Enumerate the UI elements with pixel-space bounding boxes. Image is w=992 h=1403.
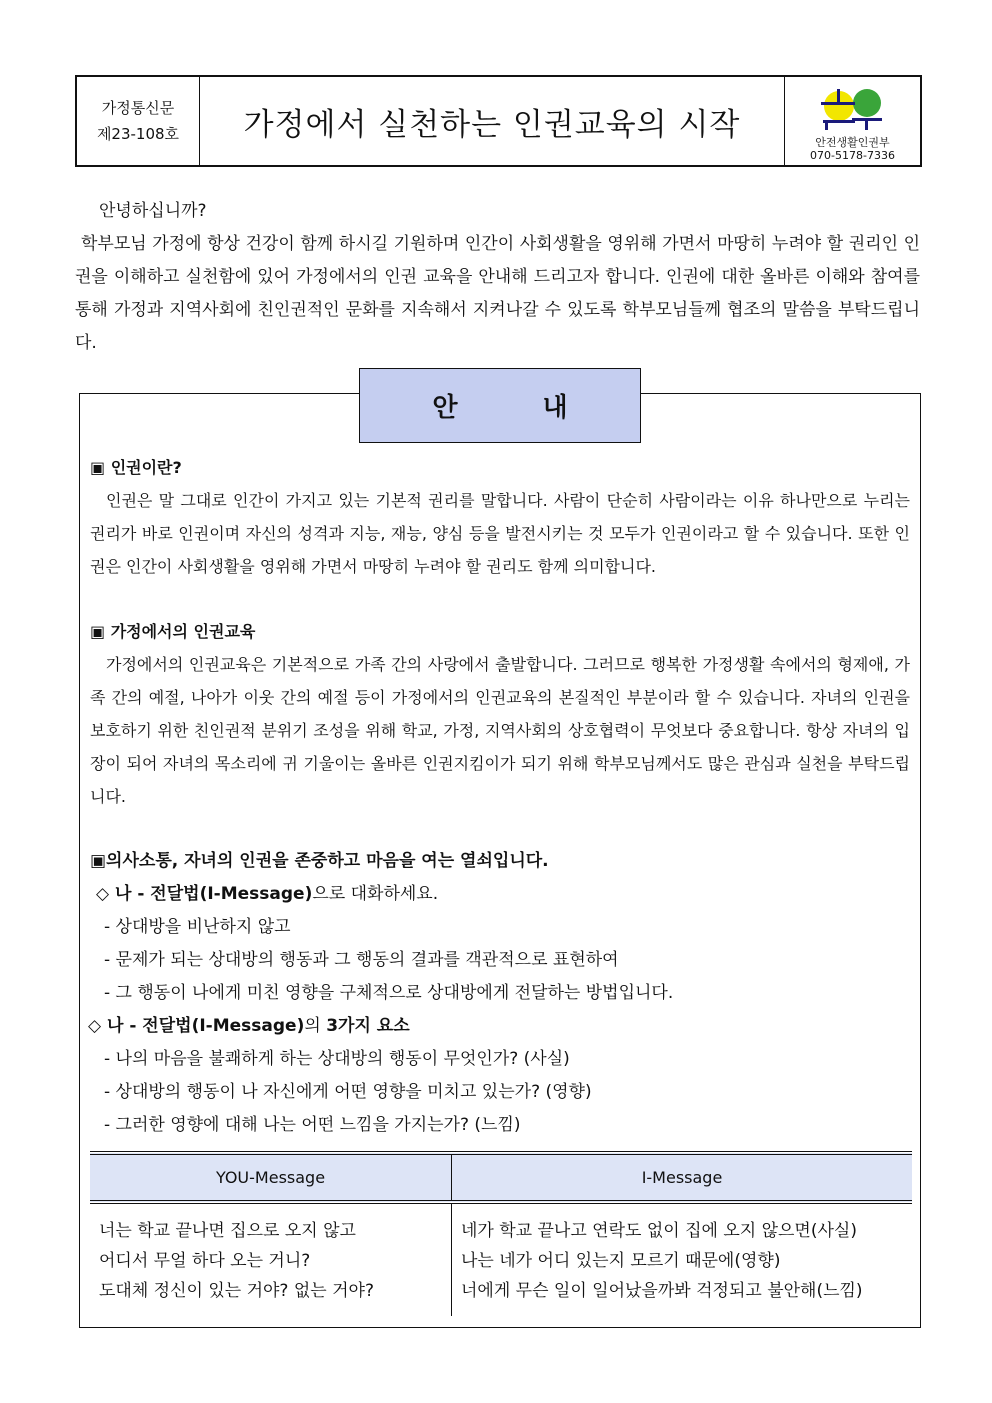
department-name: 안전생활인권부 <box>815 136 890 149</box>
message-comparison-table <box>90 1151 912 1316</box>
you-message-line: 어디서 무얼 하다 오는 거니? <box>99 1251 311 1271</box>
section-communication <box>90 845 910 1142</box>
list-item: - 상대방의 행동이 나 자신에게 어떤 영향을 미치고 있는가? (영향) <box>104 1082 592 1102</box>
section-body: 가정에서의 인권교육은 기본적으로 가족 간의 사랑에서 출발합니다. 그러므로 행복한 가정생활 속에서의 형제애, 가족 간의 예절, 나아가 이웃 간의 예절 등이 가정에서의 인권교육의 본질적인 부분이라 할 수 있습니다. 자녀의 인권을 보호하기 위한 친인권적 분위기 조성을 위해 학교, 가정, 지역사회의 상호협력이 무엇보다 중요합니다. 항상 자녀의 입장이 되어 자녀의 목소리에 귀 기울이는 올바른 인권지킴이가 되기 위해 학부모님께서도 많은 관심과 실천을 부탁드립니다. <box>90 655 910 806</box>
column-header-i-message: I-Message <box>452 1153 913 1202</box>
section-heading: ▣의사소통, 자녀의 인권을 존중하고 마음을 여는 열쇠입니다. <box>90 851 549 871</box>
imessage-intro <box>90 878 910 911</box>
imessage-label: ◇ 나 - 전달법(I-Message) <box>88 1016 305 1036</box>
school-logo-icon <box>817 82 889 136</box>
i-message-cell <box>452 1202 913 1316</box>
column-header-you-message: YOU-Message <box>90 1153 452 1202</box>
table-row <box>90 1202 912 1316</box>
i-message-line: 너에게 무슨 일이 일어났을까봐 걱정되고 불안해(느낌) <box>461 1281 863 1301</box>
imessage-text: 으로 대화하세요. <box>312 884 439 904</box>
document-title: 가정에서 실천하는 인권교육의 시작 <box>243 106 741 143</box>
i-message-line: 나는 네가 어디 있는지 모르기 때문에(영향) <box>461 1251 781 1271</box>
newsletter-label: 가정통신문 <box>101 99 175 117</box>
list-item: - 그 행동이 나에게 미친 영향을 구체적으로 상대방에게 전달하는 방법입니다. <box>104 983 674 1003</box>
list-item: - 상대방을 비난하지 않고 <box>104 917 291 937</box>
imessage-elements-heading <box>88 1010 910 1043</box>
imessage-label: ◇ 나 - 전달법(I-Message) <box>96 884 313 904</box>
elements-label: 3가지 요소 <box>326 1016 410 1036</box>
greeting: 안녕하십니까? <box>99 201 207 221</box>
elements-connector: 의 <box>304 1016 327 1036</box>
list-item: - 그러한 영향에 대해 나는 어떤 느낌을 가지는가? (느낌) <box>104 1115 521 1135</box>
section-body: 인권은 말 그대로 인간이 가지고 있는 기본적 권리를 말합니다. 사람이 단순히 사람이라는 이유 하나만으로 누리는 권리가 바로 인권이며 자신의 성격과 지능, 재능, 양심 등을 발전시키는 것 모두가 인권이라고 할 수 있습니다. 또한 인권은 인간이 사회생활을 영위해 가면서 마땅히 누려야 할 권리도 함께 의미합니다. <box>90 491 910 576</box>
table-header-row <box>90 1153 912 1202</box>
issue-number: 제23-108호 <box>96 125 180 143</box>
i-message-line: 네가 학교 끝나고 연락도 없이 집에 오지 않으면(사실) <box>461 1221 857 1241</box>
department-phone: 070-5178-7336 <box>810 149 895 162</box>
list-item: - 문제가 되는 상대방의 행동과 그 행동의 결과를 객관적으로 표현하여 <box>104 950 619 970</box>
notice-title: 안 내 <box>359 368 641 443</box>
section-what-is-human-rights <box>90 451 910 583</box>
section-heading: ▣ 가정에서의 인권교육 <box>90 622 256 641</box>
letter-header <box>75 75 922 167</box>
you-message-cell <box>90 1202 452 1316</box>
section-home-education <box>90 615 910 813</box>
intro-text <box>75 195 920 360</box>
department-info <box>784 77 920 165</box>
list-item: - 나의 마음을 불쾌하게 하는 상대방의 행동이 무엇인가? (사실) <box>104 1049 570 1069</box>
you-message-line: 도대체 정신이 있는 거야? 없는 거야? <box>99 1281 374 1301</box>
you-message-line: 너는 학교 끝나면 집으로 오지 않고 <box>99 1221 356 1241</box>
section-heading: ▣ 인권이란? <box>90 458 182 477</box>
intro-paragraph: 학부모님 가정에 항상 건강이 함께 하시길 기원하며 인간이 사회생활을 영위해 가면서 마땅히 누려야 할 권리인 인권을 이해하고 실천함에 있어 가정에서의 인권 교육을 안내해 드리고자 합니다. 인권에 대한 올바른 이해와 참여를 통해 가정과 지역사회에 친인권적인 문화를 지속해서 지켜나갈 수 있도록 학부모님들께 협조의 말씀을 부탁드립니다. <box>75 234 920 353</box>
issue-info <box>77 77 200 165</box>
